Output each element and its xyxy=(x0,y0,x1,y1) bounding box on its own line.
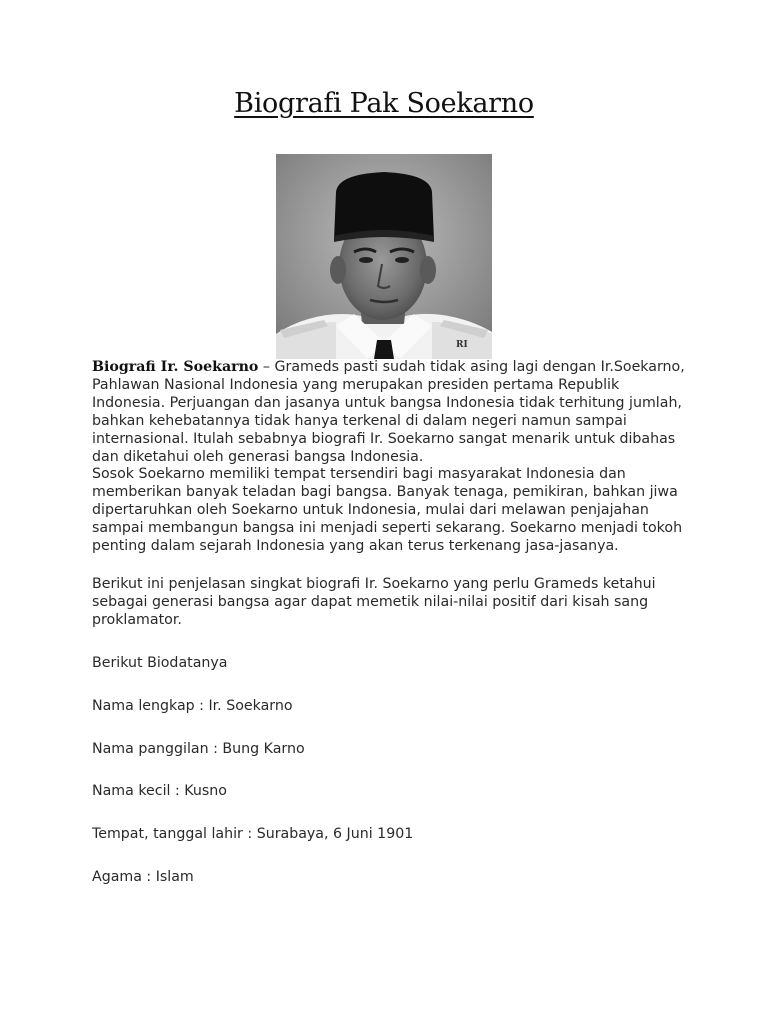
field-nama-lengkap: Nama lengkap : Ir. Soekarno xyxy=(92,697,293,714)
ri-badge-text: RI xyxy=(456,340,468,350)
portrait-photo xyxy=(276,154,492,359)
paragraph-2: Sosok Soekarno memiliki tempat tersendiri bagi masyarakat Indonesia dan memberikan banyak teladan bagi bangsa. Banyak tenaga, pemikiran, bahkan jiwa dipertaruhkan oleh Soekarno untuk Indonesia, mulai dari melawan penjajahan sampai membangun bangsa ini menjadi seperti sekarang. Soekarno menjadi tokoh penting dalam sejarah Indonesia yang akan terus terkenang jasa-jasanya. xyxy=(92,466,683,555)
field-tempat-tanggal-lahir: Tempat, tanggal lahir : Surabaya, 6 Juni 1901 xyxy=(92,826,414,843)
paragraph-3: Berikut ini penjelasan singkat biografi Ir. Soekarno yang perlu Grameds ketahui sebagai generasi bangsa agar dapat memetik nilai-nilai positif dari kisah sang proklamator. xyxy=(92,575,656,628)
intro-paragraph xyxy=(92,359,692,466)
page-title: Biografi Pak Soekarno xyxy=(234,88,534,119)
field-nama-panggilan: Nama panggilan : Bung Karno xyxy=(92,740,305,757)
intro-lead: Biografi Ir. Soekarno xyxy=(92,359,259,375)
field-agama: Agama : Islam xyxy=(92,869,194,886)
article-body xyxy=(92,359,692,887)
field-nama-kecil: Nama kecil : Kusno xyxy=(92,783,227,800)
intro-text: – Grameds pasti sudah tidak asing lagi dengan Ir.Soekarno, Pahlawan Nasional Indonesia yang merupakan presiden pertama Republik Indonesia. Perjuangan dan jasanya untuk bangsa Indonesia tidak terhitung jumlah, bahkan kehebatannya tidak hanya terkenal di dalam negeri namun sampai internasional. Itulah sebabnya biografi Ir. Soekarno sangat menarik untuk dibahas dan diketahui oleh generasi bangsa Indonesia. xyxy=(92,359,685,465)
biodata-heading: Berikut Biodatanya xyxy=(92,654,228,671)
